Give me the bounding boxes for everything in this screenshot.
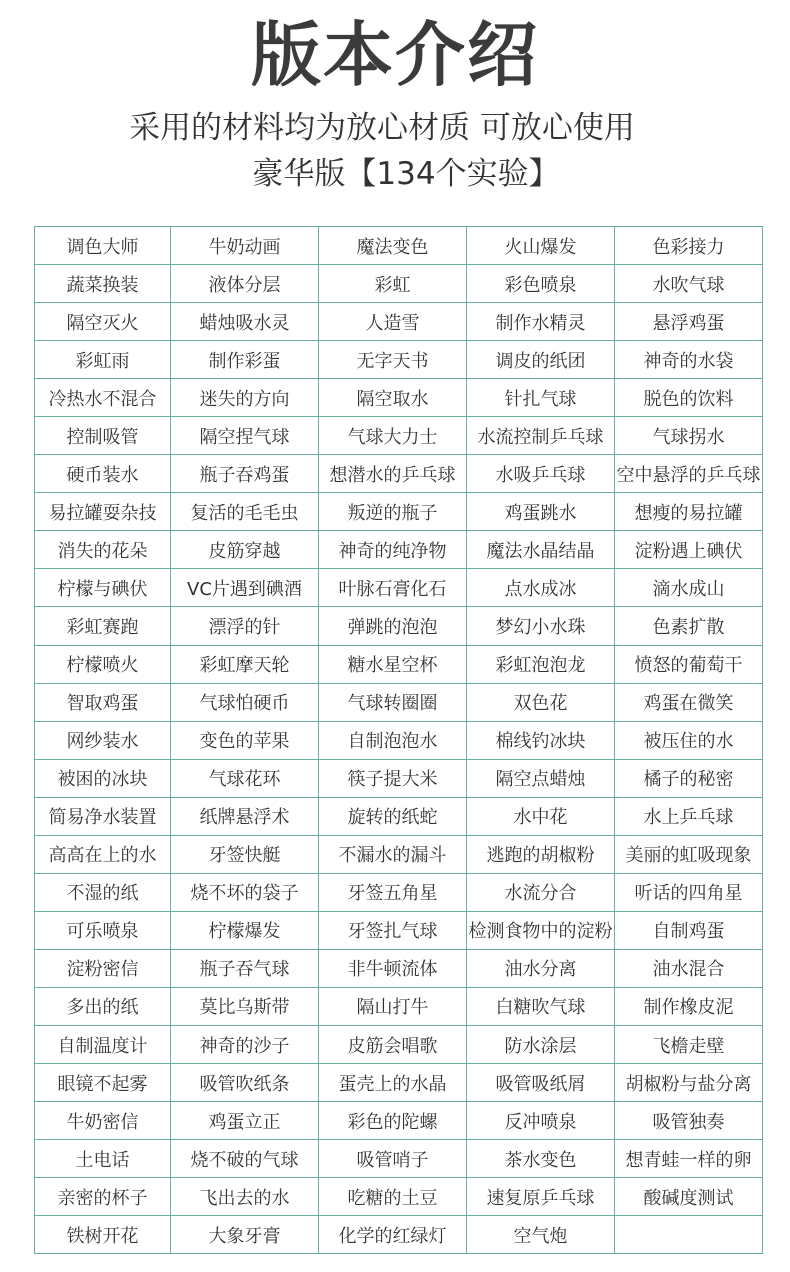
experiment-cell: 酸碱度测试 [615,1178,763,1216]
experiment-cell: 水吸乒乓球 [467,455,615,493]
experiment-cell: 淀粉密信 [35,949,171,987]
experiment-cell: 检测食物中的淀粉 [467,911,615,949]
experiment-cell: 高高在上的水 [35,835,171,873]
experiment-cell: 速复原乒乓球 [467,1178,615,1216]
experiment-cell: 隔山打牛 [319,987,467,1025]
experiment-cell: 油水混合 [615,949,763,987]
experiment-cell: 神奇的沙子 [171,1025,319,1063]
experiment-cell: 非牛顿流体 [319,949,467,987]
experiment-cell: 土电话 [35,1140,171,1178]
experiment-cell: 棉线钓冰块 [467,721,615,759]
experiment-cell: 烧不坏的袋子 [171,873,319,911]
experiment-cell: 弹跳的泡泡 [319,607,467,645]
experiment-cell: 莫比乌斯带 [171,987,319,1025]
experiment-cell: 人造雪 [319,303,467,341]
table-row [35,1102,763,1140]
table-row [35,987,763,1025]
experiment-cell: 神奇的水袋 [615,341,763,379]
experiment-cell: 彩虹泡泡龙 [467,645,615,683]
experiment-cell: 空气炮 [467,1216,615,1254]
experiment-cell: 烧不破的气球 [171,1140,319,1178]
experiment-cell: 针扎气球 [467,379,615,417]
experiment-cell: 复活的毛毛虫 [171,493,319,531]
experiment-cell: 自制泡泡水 [319,721,467,759]
table-row [35,379,763,417]
experiment-cell: 简易净水装置 [35,797,171,835]
experiment-cell: 制作彩蛋 [171,341,319,379]
experiment-cell: 液体分层 [171,265,319,303]
experiment-cell: 梦幻小水珠 [467,607,615,645]
subtitle: 采用的材料均为放心材质 可放心使用 [129,110,635,146]
experiment-cell: 水流控制乒乓球 [467,417,615,455]
experiment-cell: 滴水成山 [615,569,763,607]
table-row [35,683,763,721]
experiment-cell: 牙签扎气球 [319,911,467,949]
page-title: 版本介绍 [251,14,539,96]
experiment-cell: 吸管吸纸屑 [467,1064,615,1102]
experiment-cell: 吸管哨子 [319,1140,467,1178]
experiment-cell: 彩色的陀螺 [319,1102,467,1140]
experiment-cell: 硬币装水 [35,455,171,493]
table-row [35,911,763,949]
experiment-cell: 筷子提大米 [319,759,467,797]
experiment-cell: 隔空捏气球 [171,417,319,455]
experiment-table [34,226,763,1254]
experiment-cell: 油水分离 [467,949,615,987]
experiment-cell: 隔空取水 [319,379,467,417]
table-row [35,455,763,493]
experiment-cell: 瓶子吞气球 [171,949,319,987]
experiment-cell: 水吹气球 [615,265,763,303]
experiment-cell: 空中悬浮的乒乓球 [615,455,763,493]
experiment-cell: 旋转的纸蛇 [319,797,467,835]
experiment-cell: 自制鸡蛋 [615,911,763,949]
table-row [35,341,763,379]
experiment-cell: 迷失的方向 [171,379,319,417]
experiment-cell: 飞出去的水 [171,1178,319,1216]
experiment-cell: 吸管独奏 [615,1102,763,1140]
experiment-cell: 牙签五角星 [319,873,467,911]
experiment-cell: 想潜水的乒乓球 [319,455,467,493]
experiment-cell: 反冲喷泉 [467,1102,615,1140]
table-row [35,227,763,265]
table-row [35,1140,763,1178]
experiment-cell: 听话的四角星 [615,873,763,911]
experiment-cell: 想青蛙一样的卵 [615,1140,763,1178]
table-row [35,417,763,455]
experiment-cell: 易拉罐耍杂技 [35,493,171,531]
experiment-cell: 色素扩散 [615,607,763,645]
experiment-cell: 皮筋穿越 [171,531,319,569]
experiment-cell: 蜡烛吸水灵 [171,303,319,341]
experiment-cell: 魔法变色 [319,227,467,265]
experiment-cell: 双色花 [467,683,615,721]
table-row [35,1064,763,1102]
experiment-cell: 吃糖的土豆 [319,1178,467,1216]
experiment-cell: 瓶子吞鸡蛋 [171,455,319,493]
experiment-cell: 纸牌悬浮术 [171,797,319,835]
experiment-cell: 漂浮的针 [171,607,319,645]
experiment-cell: 变色的苹果 [171,721,319,759]
experiment-cell: 水中花 [467,797,615,835]
experiment-cell: 彩虹 [319,265,467,303]
experiment-cell: 眼镜不起雾 [35,1064,171,1102]
experiment-cell: 牛奶动画 [171,227,319,265]
experiment-cell: 叛逆的瓶子 [319,493,467,531]
table-row [35,797,763,835]
experiment-cell: 调皮的纸团 [467,341,615,379]
experiment-cell: 水上乒乓球 [615,797,763,835]
table-row [35,1178,763,1216]
table-row [35,645,763,683]
experiment-cell: 茶水变色 [467,1140,615,1178]
table-row [35,531,763,569]
experiment-cell: 彩虹赛跑 [35,607,171,645]
experiment-cell: 牙签快艇 [171,835,319,873]
experiment-cell: 消失的花朵 [35,531,171,569]
experiment-cell: 飞檐走壁 [615,1025,763,1063]
experiment-cell: 气球花环 [171,759,319,797]
experiment-cell: 胡椒粉与盐分离 [615,1064,763,1102]
experiment-cell: 彩色喷泉 [467,265,615,303]
experiment-cell: 橘子的秘密 [615,759,763,797]
experiment-cell: 鸡蛋立正 [171,1102,319,1140]
experiment-cell: 柠檬喷火 [35,645,171,683]
table-row [35,721,763,759]
table-row [35,265,763,303]
table-row [35,493,763,531]
experiment-cell: 气球大力士 [319,417,467,455]
experiment-cell: 逃跑的胡椒粉 [467,835,615,873]
table-row [35,303,763,341]
experiment-cell: 不漏水的漏斗 [319,835,467,873]
table-row [35,759,763,797]
experiment-cell: 控制吸管 [35,417,171,455]
experiment-cell: 想瘦的易拉罐 [615,493,763,531]
experiment-cell: 愤怒的葡萄干 [615,645,763,683]
experiment-cell: 不湿的纸 [35,873,171,911]
experiment-cell: 被压住的水 [615,721,763,759]
table-row [35,1025,763,1063]
experiment-cell: 冷热水不混合 [35,379,171,417]
experiment-cell: 牛奶密信 [35,1102,171,1140]
experiment-cell: 鸡蛋跳水 [467,493,615,531]
experiment-cell: 脱色的饮料 [615,379,763,417]
table-row [35,607,763,645]
experiment-cell: 多出的纸 [35,987,171,1025]
experiment-cell: 亲密的杯子 [35,1178,171,1216]
table-row [35,835,763,873]
experiment-cell: 蛋壳上的水晶 [319,1064,467,1102]
table-row [35,873,763,911]
table-row [35,569,763,607]
experiment-cell: 柠檬与碘伏 [35,569,171,607]
experiment-cell: 彩虹摩天轮 [171,645,319,683]
experiment-cell: 水流分合 [467,873,615,911]
experiment-cell: 无字天书 [319,341,467,379]
experiment-cell: 鸡蛋在微笑 [615,683,763,721]
experiment-cell: 美丽的虹吸现象 [615,835,763,873]
experiment-cell: 蔬菜换装 [35,265,171,303]
experiment-cell: 隔空灭火 [35,303,171,341]
experiment-cell: 神奇的纯净物 [319,531,467,569]
experiment-cell: 白糖吹气球 [467,987,615,1025]
experiment-cell: 可乐喷泉 [35,911,171,949]
experiment-cell: 制作水精灵 [467,303,615,341]
experiment-cell: 点水成冰 [467,569,615,607]
experiment-cell: 化学的红绿灯 [319,1216,467,1254]
experiment-cell: 叶脉石膏化石 [319,569,467,607]
experiment-cell [615,1216,763,1254]
experiment-cell: 悬浮鸡蛋 [615,303,763,341]
experiment-cell: 大象牙膏 [171,1216,319,1254]
experiment-table-body [35,227,763,1254]
experiment-cell: 色彩接力 [615,227,763,265]
table-row [35,1216,763,1254]
experiment-cell: 网纱装水 [35,721,171,759]
experiment-cell: 智取鸡蛋 [35,683,171,721]
experiment-cell: 魔法水晶结晶 [467,531,615,569]
experiment-cell: 糖水星空杯 [319,645,467,683]
experiment-cell: 气球拐水 [615,417,763,455]
experiment-cell: 火山爆发 [467,227,615,265]
experiment-cell: 气球怕硬币 [171,683,319,721]
experiment-cell: 隔空点蜡烛 [467,759,615,797]
experiment-cell: 彩虹雨 [35,341,171,379]
experiment-cell: 气球转圈圈 [319,683,467,721]
experiment-cell: 被困的冰块 [35,759,171,797]
experiment-cell: 防水涂层 [467,1025,615,1063]
experiment-cell: VC片遇到碘酒 [171,569,319,607]
experiment-cell: 自制温度计 [35,1025,171,1063]
edition-label: 豪华版【134个实验】 [252,156,560,192]
experiment-cell: 皮筋会唱歌 [319,1025,467,1063]
experiment-cell: 吸管吹纸条 [171,1064,319,1102]
table-row [35,949,763,987]
experiment-cell: 柠檬爆发 [171,911,319,949]
experiment-cell: 调色大师 [35,227,171,265]
experiment-cell: 铁树开花 [35,1216,171,1254]
experiment-cell: 淀粉遇上碘伏 [615,531,763,569]
experiment-cell: 制作橡皮泥 [615,987,763,1025]
